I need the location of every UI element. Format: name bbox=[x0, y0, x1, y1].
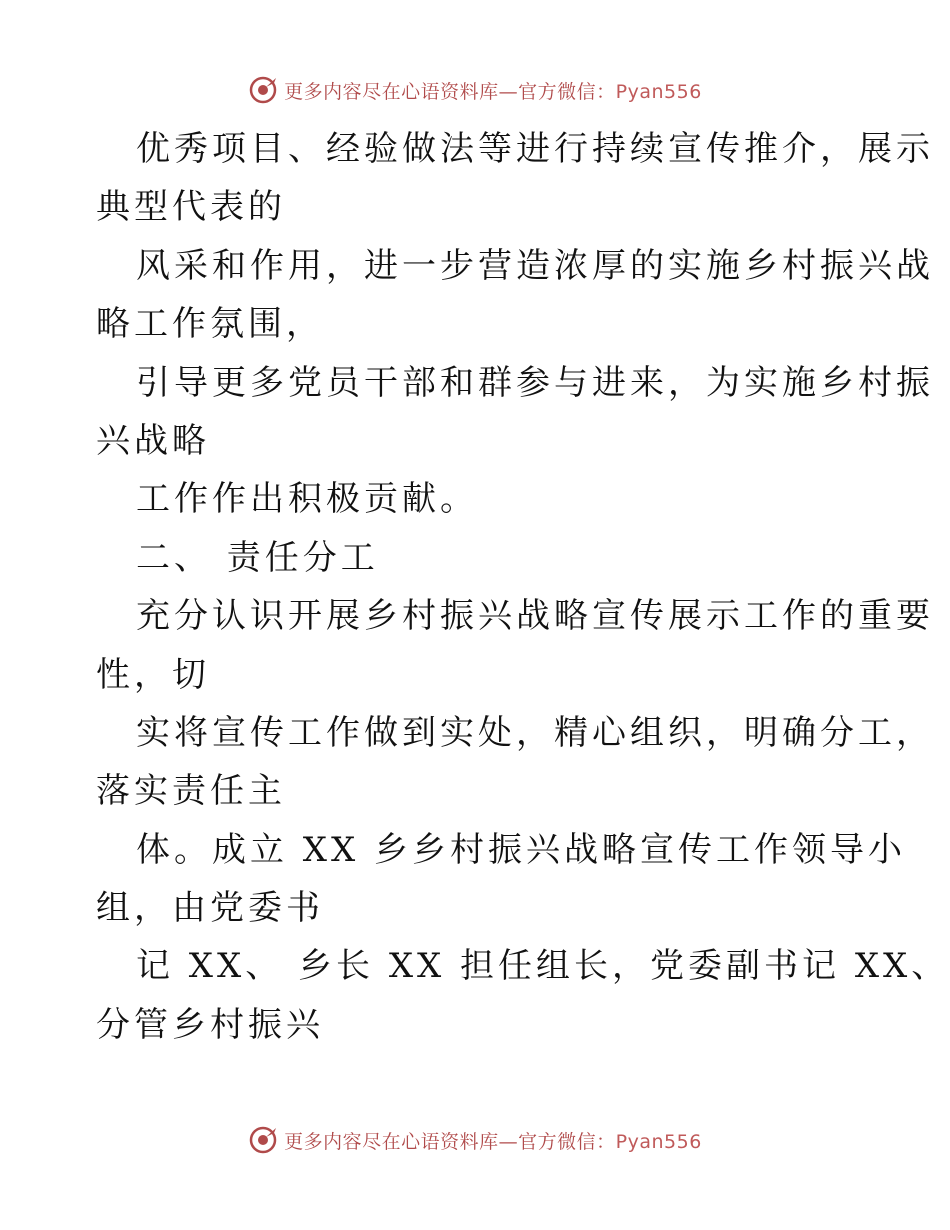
text-line: 风采和作用，进一步营造浓厚的实施乡村振兴战 bbox=[136, 245, 934, 286]
text-line: 落实责任主 bbox=[96, 771, 286, 812]
text-line: 略工作氛围， bbox=[96, 304, 324, 345]
text-line: 实将宣传工作做到实处，精心组织，明确分工， bbox=[136, 712, 934, 753]
document-body bbox=[96, 120, 950, 1054]
text-line: 分管乡村振兴 bbox=[96, 1004, 324, 1045]
pen-logo-icon bbox=[248, 1125, 278, 1155]
text-line: 工作作出积极贡献。 bbox=[136, 479, 478, 520]
footer-watermark bbox=[0, 1122, 950, 1158]
text-line: 充分认识开展乡村振兴战略宣传展示工作的重要 bbox=[136, 596, 934, 637]
text-line: 兴战略 bbox=[96, 420, 210, 461]
watermark-wechat-id: Pyan556 bbox=[615, 80, 702, 103]
text-line: 组，由党委书 bbox=[96, 888, 324, 929]
text-line: 引导更多党员干部和群参与进来，为实施乡村振 bbox=[136, 362, 934, 403]
text-line: 记 XX、 乡长 XX 担任组长，党委副书记 XX、 bbox=[136, 946, 950, 987]
watermark-text: 更多内容尽在心语资料库—官方微信：Pyan556 bbox=[284, 1130, 702, 1153]
watermark-wechat-id: Pyan556 bbox=[615, 1130, 702, 1153]
watermark-text: 更多内容尽在心语资料库—官方微信：Pyan556 bbox=[284, 80, 702, 103]
section-heading: 二、 责任分工 bbox=[136, 537, 379, 578]
text-line: 优秀项目、经验做法等进行持续宣传推介，展示 bbox=[136, 129, 934, 169]
text-line: 性，切 bbox=[96, 654, 210, 695]
text-line: 体。成立 XX 乡乡村振兴战略宣传工作领导小 bbox=[136, 829, 907, 870]
text-line: 典型代表的 bbox=[96, 187, 286, 228]
header-watermark bbox=[0, 72, 950, 108]
pen-logo-icon bbox=[248, 75, 278, 105]
